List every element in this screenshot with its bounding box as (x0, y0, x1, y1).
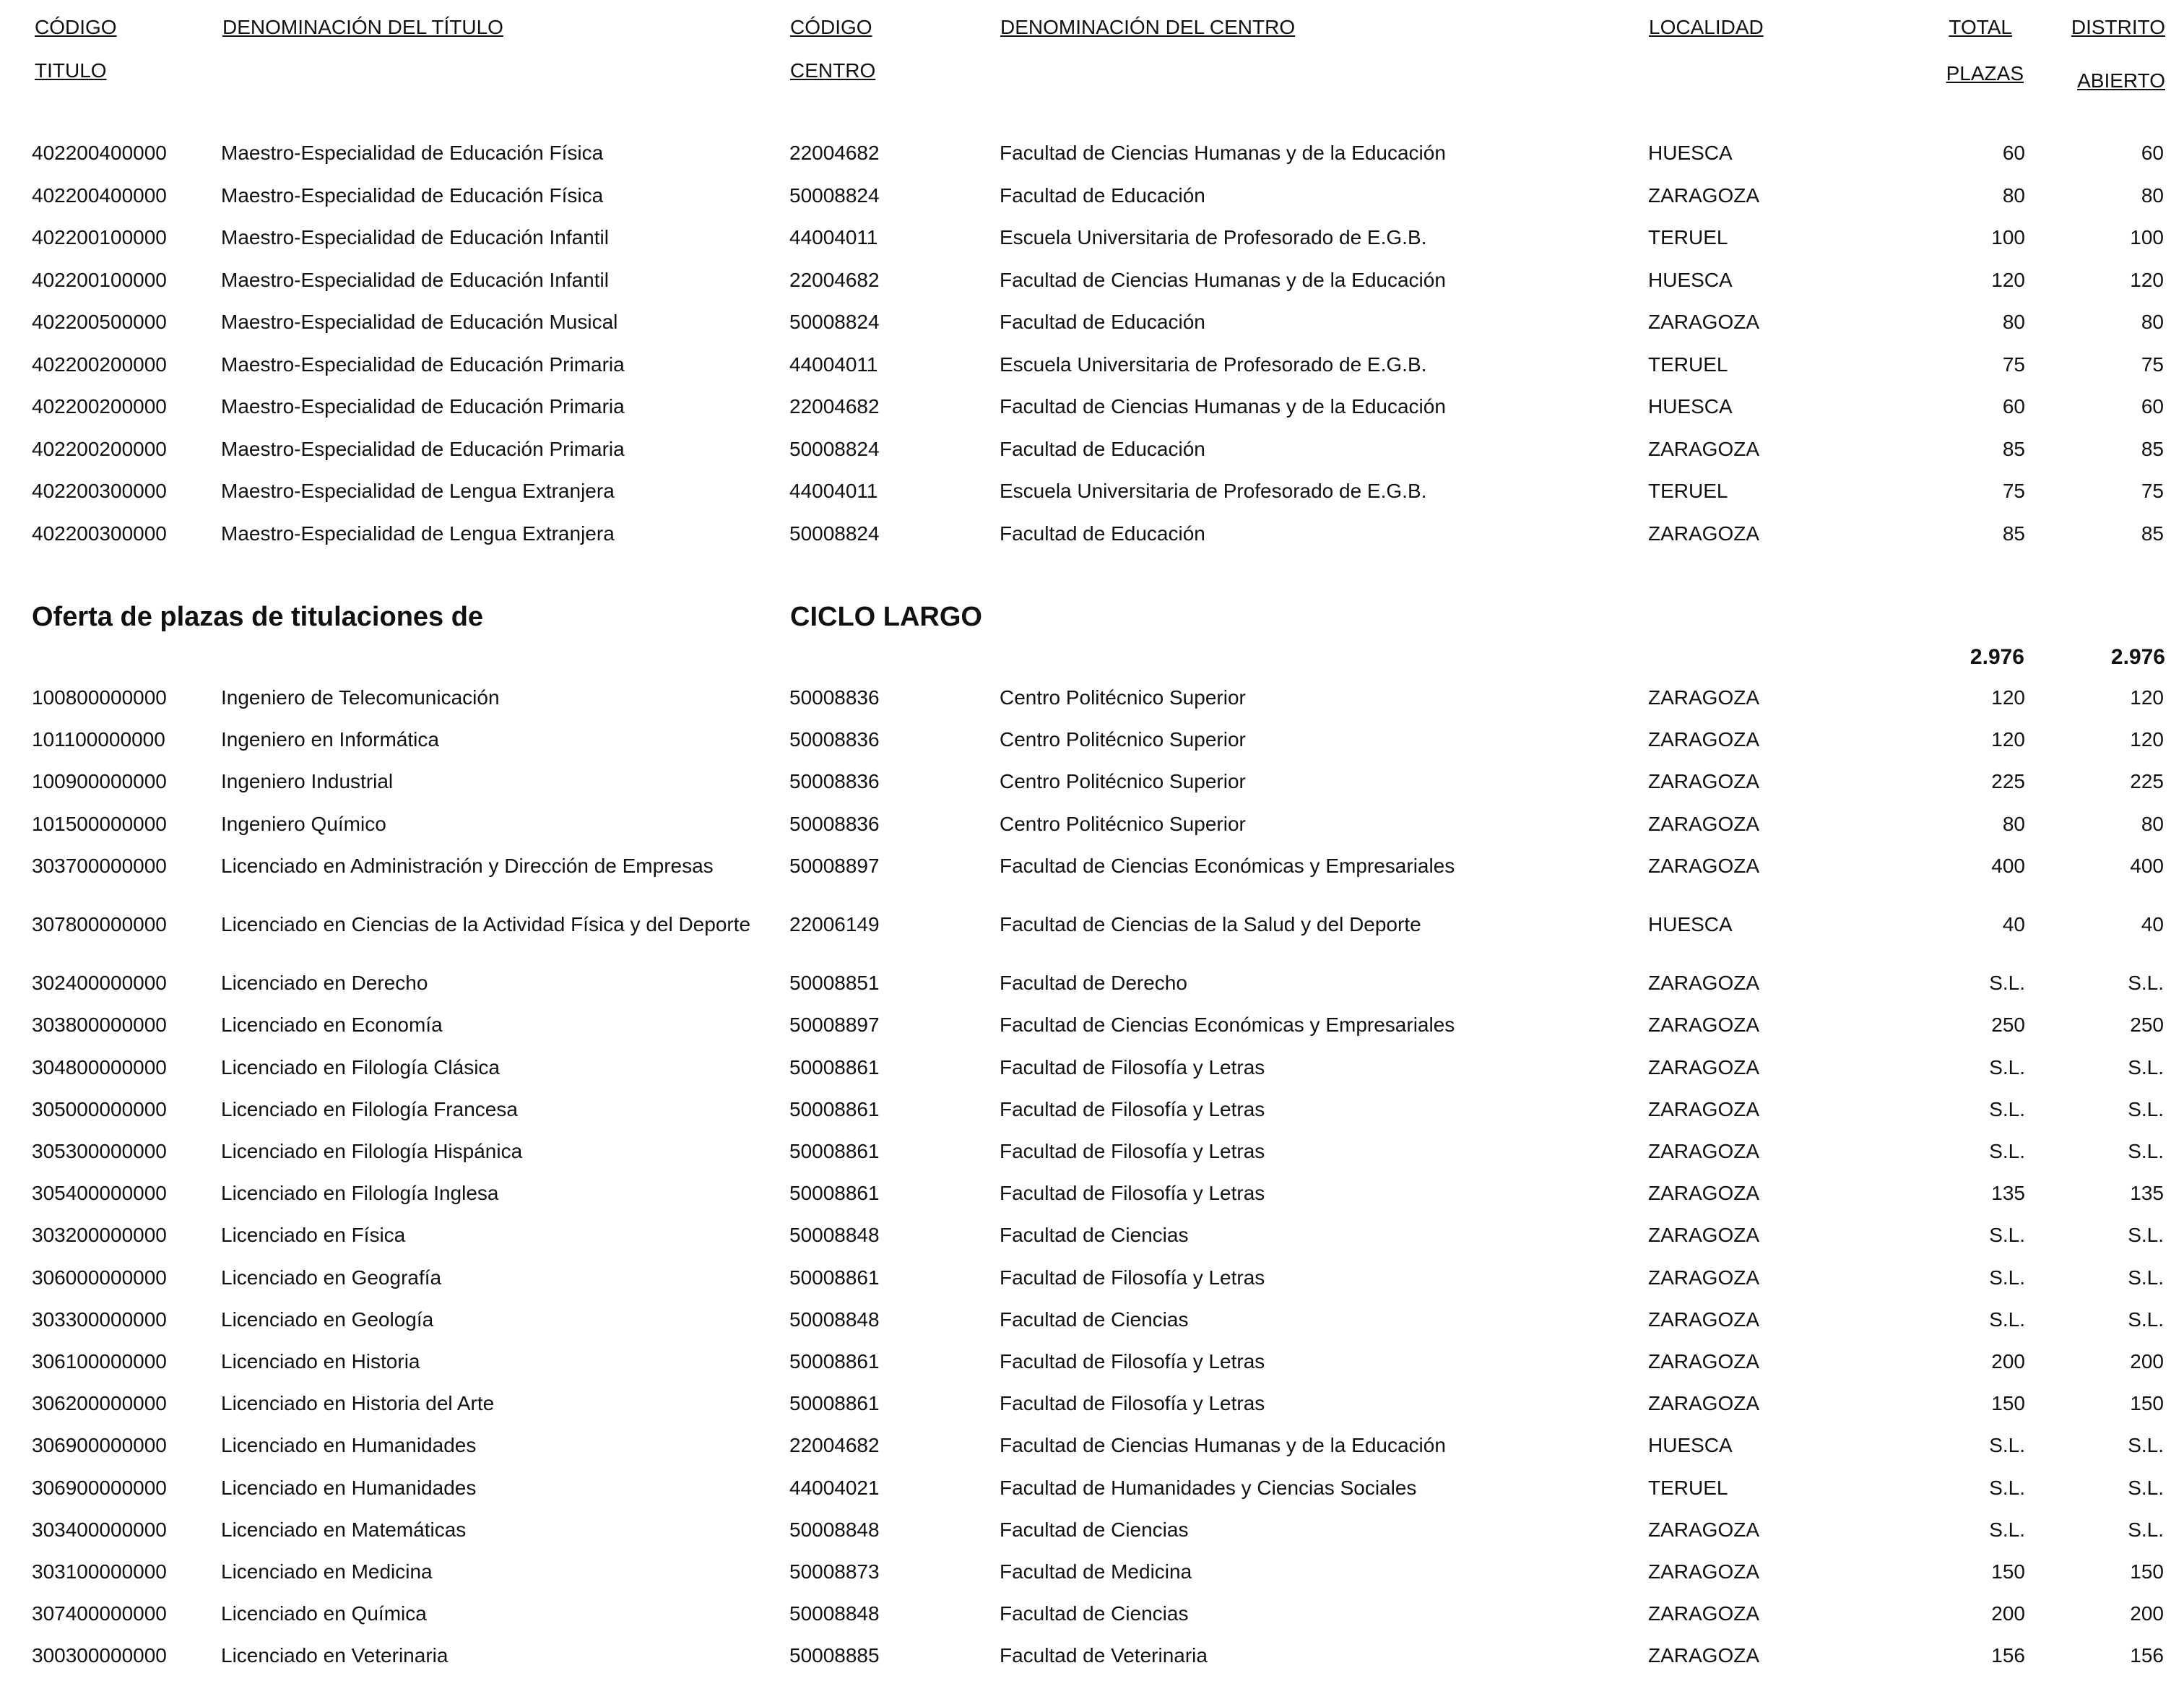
cell-total-plazas: 80 (2002, 183, 2025, 207)
cell-localidad: ZARAGOZA (1648, 183, 1760, 207)
cell-denominacion-titulo: Licenciado en Filología Inglesa (221, 1182, 499, 1204)
cell-codigo-titulo: 402200300000 (32, 480, 167, 502)
cell-codigo-centro: 50008824 (789, 183, 880, 207)
cell-total-plazas: S.L. (1989, 1140, 2025, 1162)
table-row (0, 350, 2184, 379)
cell-codigo-titulo: 306000000000 (32, 1266, 167, 1289)
cell-denominacion-titulo: Ingeniero en Informática (221, 728, 439, 751)
cell-total-plazas: S.L. (1989, 1056, 2025, 1079)
cell-distrito-abierto: 85 (2141, 437, 2164, 460)
cell-denominacion-titulo: Licenciado en Geografía (221, 1266, 442, 1289)
cell-localidad: ZARAGOZA (1648, 686, 1760, 709)
cell-localidad: ZARAGOZA (1648, 728, 1760, 751)
cell-denominacion-titulo: Licenciado en Filología Clásica (221, 1056, 500, 1079)
cell-denominacion-titulo: Licenciado en Historia del Arte (221, 1392, 495, 1414)
cell-distrito-abierto: S.L. (2128, 1140, 2164, 1162)
table-row (0, 1221, 2184, 1250)
cell-codigo-titulo: 306900000000 (32, 1434, 167, 1456)
table-row (0, 1557, 2184, 1586)
cell-localidad: ZARAGOZA (1648, 770, 1760, 792)
cell-denominacion-centro: Facultad de Ciencias (1000, 1224, 1189, 1246)
cell-total-plazas: 150 (1991, 1560, 2025, 1583)
cell-codigo-centro: 22004682 (789, 142, 880, 164)
cell-denominacion-centro: Centro Politécnico Superior (1000, 770, 1246, 792)
cell-denominacion-centro: Facultad de Educación (1000, 437, 1205, 460)
cell-distrito-abierto: 400 (2130, 855, 2164, 877)
cell-localidad: HUESCA (1648, 913, 1733, 935)
cell-total-plazas: 120 (1991, 268, 2025, 291)
cell-localidad: ZARAGOZA (1648, 1644, 1760, 1667)
cell-distrito-abierto: 200 (2130, 1350, 2164, 1373)
cell-denominacion-titulo: Licenciado en Química (221, 1602, 427, 1625)
table-row (0, 1641, 2184, 1670)
cell-denominacion-titulo: Licenciado en Historia (221, 1350, 420, 1373)
table-row (0, 810, 2184, 839)
table-row (0, 1305, 2184, 1334)
cell-total-plazas: 120 (1991, 728, 2025, 751)
header-plazas: PLAZAS (1946, 62, 2024, 85)
cell-denominacion-titulo: Ingeniero Químico (221, 813, 386, 835)
cell-distrito-abierto: S.L. (2128, 1434, 2164, 1456)
cell-denominacion-titulo: Licenciado en Filología Francesa (221, 1098, 518, 1120)
table-row (0, 1137, 2184, 1166)
header-titulo: TITULO (35, 59, 107, 82)
table-row (0, 852, 2184, 881)
cell-codigo-titulo: 306200000000 (32, 1392, 167, 1414)
cell-codigo-centro: 50008873 (789, 1560, 880, 1583)
cell-denominacion-titulo: Maestro-Especialidad de Lengua Extranjera (221, 522, 615, 545)
table-row (0, 1347, 2184, 1376)
cell-localidad: ZARAGOZA (1648, 1350, 1760, 1373)
table-row (0, 392, 2184, 421)
cell-codigo-titulo: 402200300000 (32, 522, 167, 545)
cell-total-plazas: 85 (2002, 437, 2025, 460)
cell-total-plazas: 150 (1991, 1392, 2025, 1414)
table-row (0, 767, 2184, 796)
table-row (0, 181, 2184, 210)
cell-total-plazas: 75 (2002, 353, 2025, 376)
cell-total-plazas: S.L. (1989, 1098, 2025, 1120)
cell-distrito-abierto: 85 (2141, 522, 2164, 545)
header-total: TOTAL (1949, 16, 2012, 38)
table-row (0, 223, 2184, 252)
cell-denominacion-titulo: Ingeniero de Telecomunicación (221, 686, 500, 709)
cell-codigo-centro: 50008824 (789, 311, 880, 333)
cell-denominacion-centro: Facultad de Filosofía y Letras (1000, 1350, 1265, 1373)
section2-total-plazas: 2.976 (1970, 645, 2024, 669)
cell-distrito-abierto: S.L. (2128, 1308, 2164, 1331)
cell-codigo-titulo: 402200200000 (32, 437, 167, 460)
cell-denominacion-centro: Facultad de Ciencias Humanas y de la Educación (1000, 142, 1446, 164)
cell-codigo-centro: 44004011 (789, 226, 878, 249)
cell-codigo-centro: 44004021 (789, 1477, 880, 1499)
table-row (0, 519, 2184, 548)
cell-codigo-titulo: 303300000000 (32, 1308, 167, 1331)
cell-total-plazas: S.L. (1989, 1266, 2025, 1289)
cell-denominacion-titulo: Licenciado en Derecho (221, 972, 428, 994)
table-row (0, 1389, 2184, 1418)
cell-distrito-abierto: 200 (2130, 1602, 2164, 1625)
table-row (0, 308, 2184, 337)
cell-denominacion-titulo: Licenciado en Geología (221, 1308, 434, 1331)
cell-total-plazas: 400 (1991, 855, 2025, 877)
cell-distrito-abierto: S.L. (2128, 1098, 2164, 1120)
cell-codigo-centro: 50008861 (789, 1182, 880, 1204)
cell-codigo-centro: 50008836 (789, 813, 880, 835)
cell-localidad: ZARAGOZA (1648, 1140, 1760, 1162)
cell-codigo-centro: 50008824 (789, 437, 880, 460)
cell-distrito-abierto: 60 (2141, 395, 2164, 418)
cell-codigo-titulo: 303700000000 (32, 855, 167, 877)
cell-localidad: ZARAGOZA (1648, 1308, 1760, 1331)
cell-total-plazas: 80 (2002, 311, 2025, 333)
cell-denominacion-centro: Facultad de Ciencias (1000, 1602, 1189, 1625)
table-row (0, 725, 2184, 754)
cell-codigo-titulo: 303800000000 (32, 1014, 167, 1036)
cell-denominacion-centro: Escuela Universitaria de Profesorado de E.G.B. (1000, 226, 1427, 249)
cell-distrito-abierto: 120 (2130, 728, 2164, 751)
cell-distrito-abierto: 250 (2130, 1014, 2164, 1036)
cell-codigo-titulo: 402200400000 (32, 183, 167, 207)
table-row (0, 1516, 2184, 1544)
cell-denominacion-centro: Facultad de Educación (1000, 522, 1205, 545)
cell-codigo-centro: 50008836 (789, 728, 880, 751)
cell-codigo-titulo: 306900000000 (32, 1477, 167, 1499)
cell-denominacion-titulo: Licenciado en Economía (221, 1014, 443, 1036)
cell-localidad: ZARAGOZA (1648, 972, 1760, 994)
cell-codigo-centro: 44004011 (789, 353, 878, 376)
cell-denominacion-centro: Facultad de Filosofía y Letras (1000, 1266, 1265, 1289)
cell-denominacion-centro: Facultad de Derecho (1000, 972, 1187, 994)
cell-total-plazas: 225 (1991, 770, 2025, 792)
cell-codigo-centro: 22004682 (789, 268, 880, 291)
cell-distrito-abierto: 75 (2141, 480, 2164, 502)
cell-codigo-titulo: 303400000000 (32, 1518, 167, 1541)
cell-total-plazas: 85 (2002, 522, 2025, 545)
cell-codigo-centro: 22004682 (789, 395, 880, 418)
cell-codigo-centro: 50008861 (789, 1266, 880, 1289)
header-codigo-titulo: CÓDIGO (35, 16, 117, 38)
table-row (0, 683, 2184, 712)
cell-denominacion-centro: Facultad de Ciencias de la Salud y del Deporte (1000, 913, 1421, 935)
table-row (0, 1474, 2184, 1503)
cell-distrito-abierto: 100 (2130, 226, 2164, 249)
cell-denominacion-centro: Escuela Universitaria de Profesorado de E.G.B. (1000, 480, 1427, 502)
cell-codigo-titulo: 402200200000 (32, 353, 167, 376)
cell-total-plazas: 60 (2002, 142, 2025, 164)
cell-denominacion-centro: Centro Politécnico Superior (1000, 813, 1246, 835)
cell-total-plazas: 135 (1991, 1182, 2025, 1204)
cell-codigo-centro: 50008861 (789, 1350, 880, 1373)
cell-localidad: ZARAGOZA (1648, 1392, 1760, 1414)
cell-denominacion-titulo: Maestro-Especialidad de Educación Primaria (221, 353, 625, 376)
cell-distrito-abierto: 150 (2130, 1560, 2164, 1583)
cell-localidad: ZARAGOZA (1648, 522, 1760, 545)
cell-codigo-centro: 50008848 (789, 1308, 880, 1331)
cell-denominacion-centro: Facultad de Filosofía y Letras (1000, 1182, 1265, 1204)
cell-distrito-abierto: S.L. (2128, 1477, 2164, 1499)
cell-denominacion-centro: Escuela Universitaria de Profesorado de E.G.B. (1000, 353, 1427, 376)
cell-denominacion-centro: Centro Politécnico Superior (1000, 686, 1246, 709)
cell-localidad: ZARAGOZA (1648, 1560, 1760, 1583)
header-codigo-centro: CÓDIGO (790, 16, 872, 38)
cell-codigo-centro: 22006149 (789, 913, 880, 935)
table-row (0, 969, 2184, 998)
cell-distrito-abierto: 225 (2130, 770, 2164, 792)
section2-total-distrito: 2.976 (2110, 645, 2165, 669)
cell-distrito-abierto: 120 (2130, 686, 2164, 709)
table-row (0, 1095, 2184, 1124)
cell-codigo-titulo: 101500000000 (32, 813, 167, 835)
cell-denominacion-titulo: Maestro-Especialidad de Educación Musical (221, 311, 618, 333)
cell-distrito-abierto: S.L. (2128, 1056, 2164, 1079)
cell-codigo-centro: 50008861 (789, 1056, 880, 1079)
cell-total-plazas: 250 (1991, 1014, 2025, 1036)
cell-total-plazas: S.L. (1989, 1434, 2025, 1456)
cell-localidad: TERUEL (1648, 226, 1728, 249)
cell-denominacion-titulo: Licenciado en Medicina (221, 1560, 433, 1583)
header-centro: CENTRO (790, 59, 876, 82)
cell-codigo-titulo: 307800000000 (32, 913, 167, 935)
cell-codigo-centro: 50008848 (789, 1602, 880, 1625)
cell-distrito-abierto: 80 (2141, 183, 2164, 207)
cell-codigo-titulo: 304800000000 (32, 1056, 167, 1079)
cell-distrito-abierto: 150 (2130, 1392, 2164, 1414)
cell-denominacion-centro: Facultad de Ciencias Económicas y Empresariales (1000, 1014, 1455, 1036)
cell-denominacion-centro: Facultad de Ciencias Humanas y de la Educación (1000, 268, 1446, 291)
cell-total-plazas: 156 (1991, 1644, 2025, 1667)
cell-distrito-abierto: 75 (2141, 353, 2164, 376)
table-row (0, 477, 2184, 506)
cell-denominacion-titulo: Maestro-Especialidad de Educación Primaria (221, 395, 625, 418)
cell-localidad: ZARAGOZA (1648, 813, 1760, 835)
cell-denominacion-titulo: Licenciado en Ciencias de la Actividad Física y del Deporte (221, 913, 751, 935)
cell-denominacion-titulo: Licenciado en Filología Hispánica (221, 1140, 523, 1162)
cell-denominacion-centro: Facultad de Ciencias (1000, 1308, 1189, 1331)
cell-denominacion-titulo: Maestro-Especialidad de Educación Infantil (221, 268, 609, 291)
cell-localidad: ZARAGOZA (1648, 1014, 1760, 1036)
cell-codigo-centro: 22004682 (789, 1434, 880, 1456)
cell-distrito-abierto: 156 (2130, 1644, 2164, 1667)
cell-denominacion-titulo: Licenciado en Veterinaria (221, 1644, 448, 1667)
table-row (0, 1053, 2184, 1082)
table-row (0, 139, 2184, 168)
cell-total-plazas: S.L. (1989, 1308, 2025, 1331)
header-distrito: DISTRITO (2071, 16, 2165, 38)
cell-denominacion-titulo: Licenciado en Física (221, 1224, 406, 1246)
cell-codigo-centro: 50008885 (789, 1644, 880, 1667)
cell-localidad: HUESCA (1648, 268, 1733, 291)
cell-distrito-abierto: 120 (2130, 268, 2164, 291)
cell-localidad: ZARAGOZA (1648, 1266, 1760, 1289)
cell-codigo-titulo: 101100000000 (32, 728, 165, 751)
cell-denominacion-titulo: Licenciado en Humanidades (221, 1434, 477, 1456)
table-row (0, 910, 2184, 939)
cell-codigo-centro: 50008851 (789, 972, 880, 994)
cell-codigo-centro: 50008897 (789, 1014, 880, 1036)
cell-total-plazas: 100 (1991, 226, 2025, 249)
cell-distrito-abierto: S.L. (2128, 972, 2164, 994)
cell-denominacion-centro: Facultad de Veterinaria (1000, 1644, 1208, 1667)
cell-codigo-titulo: 402200200000 (32, 395, 167, 418)
cell-denominacion-centro: Facultad de Ciencias Humanas y de la Educación (1000, 395, 1446, 418)
cell-localidad: ZARAGOZA (1648, 311, 1760, 333)
cell-total-plazas: S.L. (1989, 1518, 2025, 1541)
cell-localidad: TERUEL (1648, 480, 1728, 502)
cell-codigo-centro: 50008836 (789, 770, 880, 792)
cell-codigo-centro: 50008848 (789, 1518, 880, 1541)
cell-codigo-centro: 50008836 (789, 686, 880, 709)
cell-total-plazas: 120 (1991, 686, 2025, 709)
cell-localidad: ZARAGOZA (1648, 1224, 1760, 1246)
header-abierto: ABIERTO (2077, 69, 2165, 92)
header-denominacion-titulo: DENOMINACIÓN DEL TÍTULO (222, 16, 503, 38)
table-row (0, 1011, 2184, 1040)
table-row (0, 1179, 2184, 1208)
cell-codigo-centro: 50008848 (789, 1224, 880, 1246)
cell-distrito-abierto: S.L. (2128, 1518, 2164, 1541)
cell-localidad: HUESCA (1648, 1434, 1733, 1456)
cell-denominacion-titulo: Maestro-Especialidad de Educación Física (221, 142, 604, 164)
section2-title-right: CICLO LARGO (790, 602, 982, 632)
cell-codigo-titulo: 303200000000 (32, 1224, 167, 1246)
cell-denominacion-centro: Facultad de Filosofía y Letras (1000, 1098, 1265, 1120)
cell-denominacion-titulo: Maestro-Especialidad de Educación Primaria (221, 437, 625, 460)
table-row (0, 435, 2184, 464)
cell-codigo-centro: 50008861 (789, 1140, 880, 1162)
cell-denominacion-titulo: Licenciado en Administración y Dirección de Empresas (221, 855, 714, 877)
table-row (0, 266, 2184, 295)
cell-codigo-centro: 50008824 (789, 522, 880, 545)
cell-denominacion-titulo: Maestro-Especialidad de Educación Infantil (221, 226, 609, 249)
cell-localidad: ZARAGOZA (1648, 1056, 1760, 1079)
cell-denominacion-centro: Facultad de Educación (1000, 183, 1205, 207)
cell-total-plazas: 75 (2002, 480, 2025, 502)
cell-denominacion-centro: Facultad de Educación (1000, 311, 1205, 333)
cell-localidad: HUESCA (1648, 395, 1733, 418)
cell-distrito-abierto: 60 (2141, 142, 2164, 164)
cell-total-plazas: S.L. (1989, 1477, 2025, 1499)
table-row (0, 1599, 2184, 1628)
cell-denominacion-centro: Facultad de Humanidades y Ciencias Sociales (1000, 1477, 1417, 1499)
cell-codigo-centro: 44004011 (789, 480, 878, 502)
header-denominacion-centro: DENOMINACIÓN DEL CENTRO (1000, 16, 1296, 38)
cell-codigo-titulo: 300300000000 (32, 1644, 167, 1667)
cell-distrito-abierto: 135 (2130, 1182, 2164, 1204)
cell-codigo-titulo: 402200500000 (32, 311, 167, 333)
cell-codigo-titulo: 306100000000 (32, 1350, 167, 1373)
cell-codigo-titulo: 100900000000 (32, 770, 167, 792)
cell-denominacion-titulo: Ingeniero Industrial (221, 770, 394, 792)
cell-total-plazas: 40 (2002, 913, 2025, 935)
header-localidad: LOCALIDAD (1649, 16, 1764, 38)
cell-codigo-titulo: 303100000000 (32, 1560, 167, 1583)
cell-distrito-abierto: 40 (2141, 913, 2164, 935)
cell-localidad: ZARAGOZA (1648, 1098, 1760, 1120)
cell-codigo-titulo: 305000000000 (32, 1098, 167, 1120)
cell-distrito-abierto: S.L. (2128, 1224, 2164, 1246)
cell-codigo-titulo: 305400000000 (32, 1182, 167, 1204)
cell-localidad: ZARAGOZA (1648, 1602, 1760, 1625)
cell-denominacion-centro: Facultad de Filosofía y Letras (1000, 1056, 1265, 1079)
cell-codigo-titulo: 100800000000 (32, 686, 167, 709)
cell-denominacion-centro: Facultad de Filosofía y Letras (1000, 1392, 1265, 1414)
cell-denominacion-centro: Facultad de Filosofía y Letras (1000, 1140, 1265, 1162)
cell-localidad: HUESCA (1648, 142, 1733, 164)
cell-localidad: TERUEL (1648, 1477, 1728, 1499)
cell-localidad: ZARAGOZA (1648, 1182, 1760, 1204)
cell-localidad: TERUEL (1648, 353, 1728, 376)
cell-codigo-centro: 50008897 (789, 855, 880, 877)
cell-distrito-abierto: S.L. (2128, 1266, 2164, 1289)
cell-denominacion-centro: Centro Politécnico Superior (1000, 728, 1246, 751)
cell-total-plazas: 80 (2002, 813, 2025, 835)
cell-denominacion-titulo: Licenciado en Humanidades (221, 1477, 477, 1499)
cell-codigo-centro: 50008861 (789, 1098, 880, 1120)
cell-total-plazas: 200 (1991, 1350, 2025, 1373)
cell-codigo-titulo: 305300000000 (32, 1140, 167, 1162)
section2-title-left: Oferta de plazas de titulaciones de (32, 602, 484, 632)
cell-codigo-titulo: 402200400000 (32, 142, 167, 164)
cell-denominacion-titulo: Maestro-Especialidad de Lengua Extranjera (221, 480, 615, 502)
cell-total-plazas: 60 (2002, 395, 2025, 418)
cell-denominacion-centro: Facultad de Medicina (1000, 1560, 1192, 1583)
table-row (0, 1263, 2184, 1292)
cell-codigo-titulo: 307400000000 (32, 1602, 167, 1625)
cell-total-plazas: 200 (1991, 1602, 2025, 1625)
cell-denominacion-titulo: Maestro-Especialidad de Educación Física (221, 183, 604, 207)
cell-localidad: ZARAGOZA (1648, 855, 1760, 877)
cell-distrito-abierto: 80 (2141, 813, 2164, 835)
cell-codigo-titulo: 402200100000 (32, 226, 167, 249)
cell-denominacion-titulo: Licenciado en Matemáticas (221, 1518, 467, 1541)
cell-codigo-titulo: 302400000000 (32, 972, 167, 994)
cell-distrito-abierto: 80 (2141, 311, 2164, 333)
table-row (0, 1431, 2184, 1460)
cell-denominacion-centro: Facultad de Ciencias Humanas y de la Educación (1000, 1434, 1446, 1456)
cell-total-plazas: S.L. (1989, 972, 2025, 994)
cell-codigo-titulo: 402200100000 (32, 268, 167, 291)
cell-codigo-centro: 50008861 (789, 1392, 880, 1414)
cell-localidad: ZARAGOZA (1648, 1518, 1760, 1541)
cell-localidad: ZARAGOZA (1648, 437, 1760, 460)
cell-denominacion-centro: Facultad de Ciencias Económicas y Empresariales (1000, 855, 1455, 877)
cell-total-plazas: S.L. (1989, 1224, 2025, 1246)
cell-denominacion-centro: Facultad de Ciencias (1000, 1518, 1189, 1541)
